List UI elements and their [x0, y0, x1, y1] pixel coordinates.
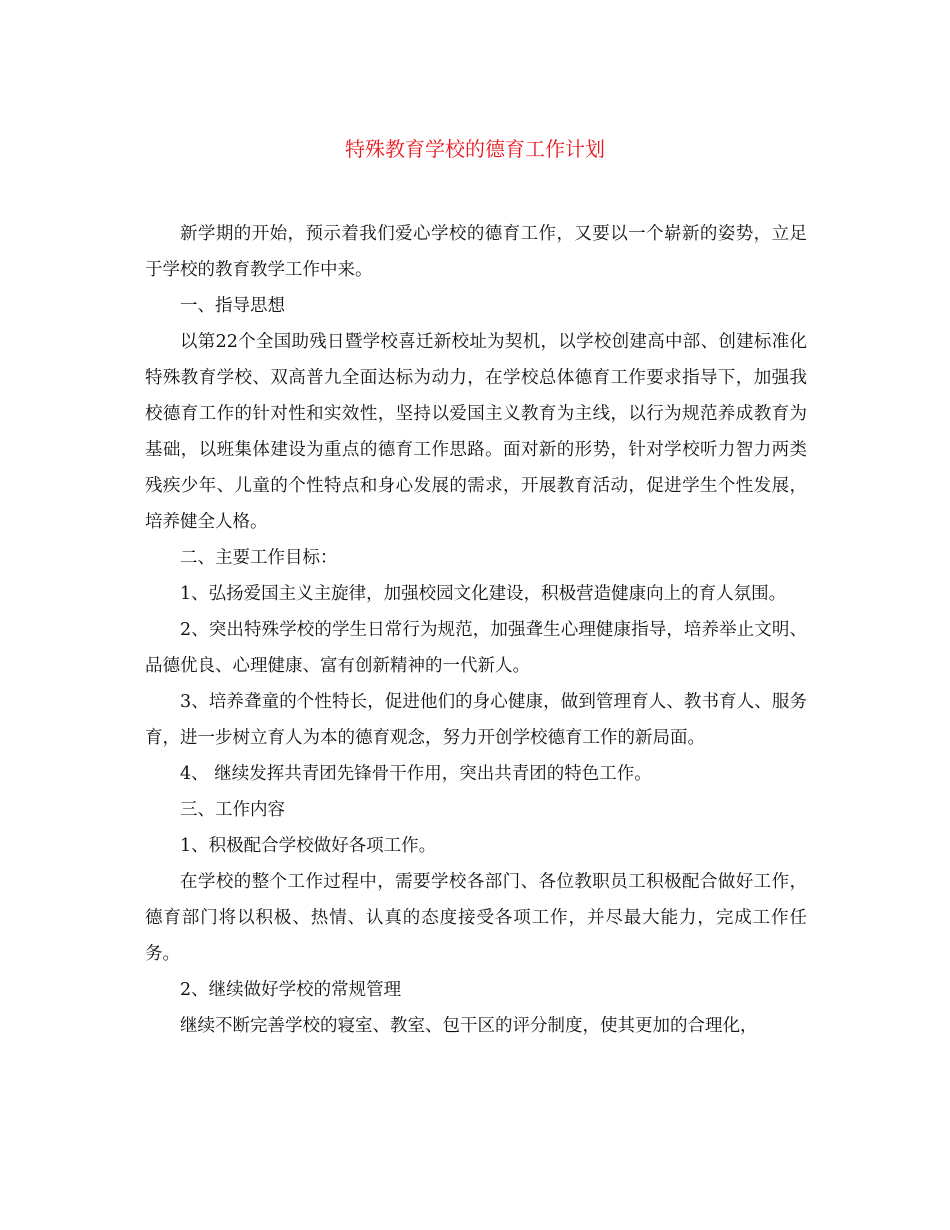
- paragraph-goal-4: 4、 继续发挥共青团先锋骨干作用，突出共青团的特色工作。: [180, 764, 652, 784]
- subheading-routine-management: 2、继续做好学校的常规管理: [180, 980, 402, 1000]
- document-title: 特殊教育学校的德育工作计划: [345, 137, 605, 161]
- paragraph-goal-2: 2、突出特殊学校的学生日常行为规范，加强聋生心理健康指导，培养举止文明、品德优良、心理健康、富有创新精神的一代新人。: [145, 620, 807, 676]
- subheading-cooperate: 1、积极配合学校做好各项工作。: [180, 836, 437, 856]
- paragraph-intro: 新学期的开始，预示着我们爱心学校的德育工作，又要以一个崭新的姿势，立足于学校的教育教学工作中来。: [145, 224, 807, 280]
- paragraph-goal-3: 3、培养聋童的个性特长，促进他们的身心健康，做到管理育人、教书育人、服务育，进一步树立育人为本的德育观念，努力开创学校德育工作的新局面。: [145, 692, 807, 748]
- section-heading-main-goals: 二、主要工作目标：: [180, 548, 338, 568]
- paragraph-goal-1: 1、弘扬爱国主义主旋律，加强校园文化建设，积极营造健康向上的育人氛围。: [180, 584, 787, 604]
- paragraph-cooperate: 在学校的整个工作过程中，需要学校各部门、各位教职员工积极配合做好工作，德育部门将以积极、热情、认真的态度接受各项工作，并尽最大能力，完成工作任务。: [145, 872, 807, 964]
- section-heading-work-content: 三、工作内容: [180, 800, 285, 820]
- section-heading-guiding-ideology: 一、指导思想: [180, 296, 285, 316]
- paragraph-guiding-ideology: 以第22个全国助残日暨学校喜迁新校址为契机，以学校创建高中部、创建标准化特殊教育学校、双高普九全面达标为动力，在学校总体德育工作要求指导下，加强我校德育工作的针对性和实效性，坚持以爱国主义教育为主线，以行为规范养成教育为基础，以班集体建设为重点的德育工作思路。面对新的形势，针对学校听力智力两类残疾少年、儿童的个性特点和身心发展的需求，开展教育活动，促进学生个性发展，培养健全人格。: [145, 332, 807, 532]
- document-body: [145, 216, 807, 1044]
- paragraph-routine-management: 继续不断完善学校的寝室、教室、包干区的评分制度，使其更加的合理化，: [180, 1016, 758, 1036]
